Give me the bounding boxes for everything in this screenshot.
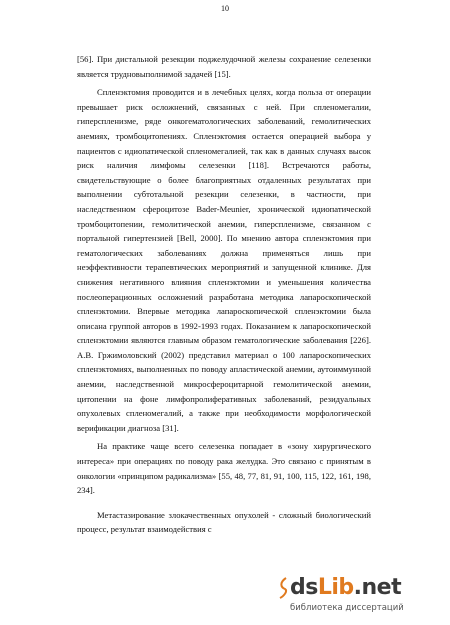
- dslib-subtitle: библиотека диссертаций: [290, 603, 404, 613]
- paragraph-2: Спленэктомия проводится и в лечебных целях, когда польза от операции превышает риск осложнений, связанных с ней. При спленомегалии, гиперспленизме, ряде онкогематологических заболеваний, гемолитических анемиях, тромбоцитопениях. Спленэктомия остается операцией выбора у пациентов с идиопатической спленомегалией, так как в данных случаях высок риск наличия лимфомы селезенки [118]. Встречаются работы, свидетельствующие о более благоприятных отдаленных результатах при выполнении субтотальной резекции селезенки, в частности, при наследственном сфероцитозе Bader-Meunier, хронической идиопатической тромбоцитопении, гемолитической анемии, гиперспленизме, связанном с портальной гипертензией [Bell, 2000]. По мнению автора спленэктомия при гематологических заболеваниях должна применяться лишь при неэффективности терапевтических мероприятий и запущенной клинике. Для снижения негативного влияния спленэктомии и уменьшения количества послеоперационных осложнений разработана методика лапароскопической спленэктомии. Впервые методика лапароскопической спленэктомии была описана группой авторов в 1992-1993 годах. Показанием к лапароскопической спленэктомии являются главным образом гематологические заболевания [226]. А.В. Гржимоловский (2002) представил материал о 100 лапароскопических спленэктомиях, выполненных по поводу апластической анемии, аутоиммунной анемии, наследственной микросфероцитарной гемолитической анемии, цитопении на фоне лимфопролиферативных заболеваний, резидуальных опухолевых спленомегалий, а также при необходимости морфологической верификации диагноза [31].: [77, 87, 371, 433]
- document-body: [77, 52, 371, 537]
- dslib-watermark: [290, 575, 440, 619]
- paragraph-3: На практике чаще всего селезенка попадает в «зону хирургического интереса» при операциях по поводу рака желудка. Это связано с принятым в онкологии «принципом радикализма» [55, 48, 77, 81, 91, 100, 115, 122, 161, 198, 234].: [77, 441, 371, 496]
- dslib-logo-ds: ds: [290, 575, 318, 600]
- dslib-logo-lib: Lib: [317, 575, 354, 600]
- dslib-logo-net: .net: [353, 575, 402, 600]
- page-number: 10: [221, 4, 229, 13]
- paragraph-4: Метастазирование злокачественных опухолей - сложный биологический процесс, результат взаимодействия с: [77, 509, 371, 535]
- dslib-logo: [290, 575, 401, 603]
- paragraph-1: [56]. При дистальной резекции поджелудочной железы сохранение селезенки является трудновыполнимой задачей [15].: [77, 54, 371, 79]
- dslib-swirl-icon: [278, 577, 288, 599]
